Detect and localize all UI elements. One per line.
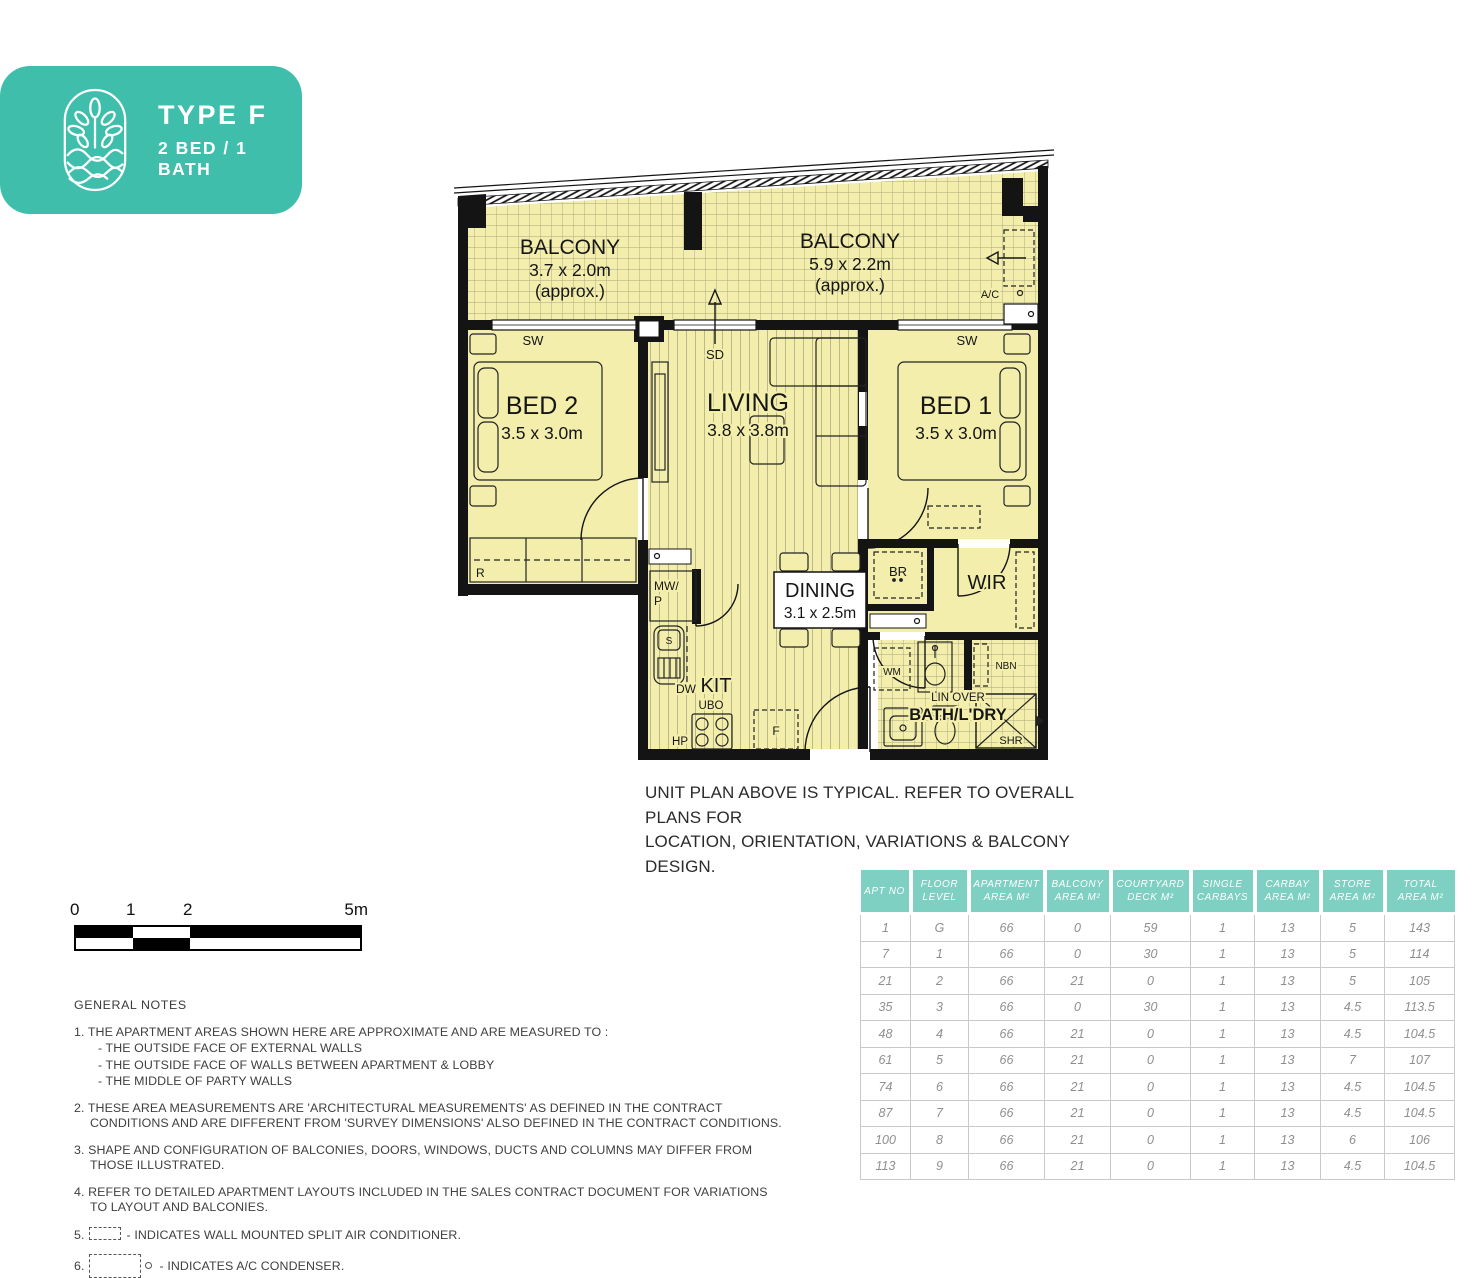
note-1: 1. THE APARTMENT AREAS SHOWN HERE ARE APPROXIMATE AND ARE MEASURED TO : xyxy=(74,1024,609,1039)
table-row xyxy=(861,1100,1455,1127)
sink-label: S xyxy=(665,636,673,647)
table-cell: 66 xyxy=(969,1100,1045,1127)
table-cell: 1 xyxy=(1191,941,1255,968)
balcony1-approx: (approx.) xyxy=(534,281,606,301)
table-cell: G xyxy=(911,914,969,942)
table-cell: 66 xyxy=(969,1153,1045,1180)
table-cell: 13 xyxy=(1255,1074,1321,1101)
br-label: BR xyxy=(888,564,908,579)
table-cell: 66 xyxy=(969,1074,1045,1101)
table-cell: 104.5 xyxy=(1385,1021,1455,1048)
table-cell: 21 xyxy=(1045,1021,1111,1048)
scale-bar xyxy=(70,900,368,951)
plan-caption xyxy=(645,781,1085,880)
column-header: TOTAL AREA M² xyxy=(1385,870,1455,914)
living-dims: 3.8 x 3.8m xyxy=(707,420,789,440)
bed2-dims: 3.5 x 3.0m xyxy=(501,423,583,443)
table-cell: 21 xyxy=(1045,1127,1111,1154)
caption-line2: LOCATION, ORIENTATION, VARIATIONS & BALCONY DESIGN. xyxy=(645,832,1070,876)
table-cell: 0 xyxy=(1111,1074,1191,1101)
notes-title: GENERAL NOTES xyxy=(74,998,187,1012)
column-header: APT NO xyxy=(861,870,911,914)
ac-label: A/C xyxy=(980,289,1000,301)
table-row xyxy=(861,1047,1455,1074)
table-cell: 9 xyxy=(911,1153,969,1180)
table-cell: 104.5 xyxy=(1385,1074,1455,1101)
table-cell: 0 xyxy=(1111,1153,1191,1180)
table-cell: 66 xyxy=(969,1047,1045,1074)
area-table xyxy=(860,870,1455,1180)
note-3: 3. SHAPE AND CONFIGURATION OF BALCONIES, DOORS, WINDOWS, DUCTS AND COLUMNS MAY DIFFER FROM THOSE ILLUSTRATED. xyxy=(74,1142,753,1172)
split-ac-legend-icon xyxy=(89,1227,121,1240)
balcony1-dims: 3.7 x 2.0m xyxy=(529,260,611,280)
balcony2-approx: (approx.) xyxy=(814,275,886,295)
table-cell: 1 xyxy=(1191,994,1255,1021)
table-cell: 7 xyxy=(861,941,911,968)
table-cell: 7 xyxy=(1321,1047,1385,1074)
table-cell: 5 xyxy=(1321,914,1385,942)
table-cell: 66 xyxy=(969,1127,1045,1154)
sw-left-label: SW xyxy=(522,333,544,348)
table-cell: 13 xyxy=(1255,914,1321,942)
table-cell: 3 xyxy=(911,994,969,1021)
table-cell: 35 xyxy=(861,994,911,1021)
balcony1-label: BALCONY xyxy=(519,236,621,259)
table-cell: 13 xyxy=(1255,1021,1321,1048)
scale-tick-2: 2 xyxy=(183,900,193,919)
area-table-body xyxy=(861,914,1455,1180)
table-cell: 5 xyxy=(1321,968,1385,995)
lin-over-label: LIN OVER xyxy=(931,692,985,704)
table-row xyxy=(861,968,1455,995)
table-cell: 104.5 xyxy=(1385,1100,1455,1127)
table-cell: 74 xyxy=(861,1074,911,1101)
hp-label: HP xyxy=(672,736,688,748)
table-cell: 13 xyxy=(1255,1153,1321,1180)
area-table-head xyxy=(861,870,1455,914)
general-notes xyxy=(74,998,786,1278)
table-cell: 1 xyxy=(1191,968,1255,995)
table-cell: 143 xyxy=(1385,914,1455,942)
table-row xyxy=(861,941,1455,968)
column-header: FLOOR LEVEL xyxy=(911,870,969,914)
table-cell: 59 xyxy=(1111,914,1191,942)
column-header: COURTYARD DECK M² xyxy=(1111,870,1191,914)
table-cell: 13 xyxy=(1255,1047,1321,1074)
table-cell: 1 xyxy=(1191,1021,1255,1048)
table-cell: 0 xyxy=(1045,994,1111,1021)
table-cell: 105 xyxy=(1385,968,1455,995)
p-label: P xyxy=(654,594,663,608)
table-cell: 4.5 xyxy=(1321,1074,1385,1101)
table-cell: 1 xyxy=(1191,914,1255,942)
note-6 xyxy=(74,1254,786,1278)
table-cell: 21 xyxy=(861,968,911,995)
table-cell: 13 xyxy=(1255,994,1321,1021)
table-cell: 4.5 xyxy=(1321,1021,1385,1048)
dining-dims: 3.1 x 2.5m xyxy=(783,605,857,622)
table-row xyxy=(861,1021,1455,1048)
table-cell: 13 xyxy=(1255,1100,1321,1127)
sw-right-label: SW xyxy=(956,333,978,348)
kit-label: KIT xyxy=(700,675,732,697)
dining-label: DINING xyxy=(785,580,855,602)
wir-label: WIR xyxy=(967,572,1007,594)
column-header: CARBAY AREA M² xyxy=(1255,870,1321,914)
mw-label: MW/ xyxy=(654,579,679,593)
bath-label: BATH/L'DRY xyxy=(909,706,1007,724)
column-header: SINGLE CARBAYS xyxy=(1191,870,1255,914)
nbn-label: NBN xyxy=(995,661,1017,672)
scale-tick-5m: 5m xyxy=(344,900,368,919)
table-cell: 66 xyxy=(969,1021,1045,1048)
table-cell: 107 xyxy=(1385,1047,1455,1074)
table-cell: 61 xyxy=(861,1047,911,1074)
scale-ticks xyxy=(70,900,368,922)
table-cell: 0 xyxy=(1111,968,1191,995)
table-cell: 0 xyxy=(1111,1127,1191,1154)
table-cell: 6 xyxy=(911,1074,969,1101)
table-cell: 21 xyxy=(1045,968,1111,995)
header-row xyxy=(861,870,1455,914)
table-cell: 21 xyxy=(1045,1100,1111,1127)
floorplan-svg xyxy=(430,148,1070,778)
table-row xyxy=(861,1127,1455,1154)
table-cell: 21 xyxy=(1045,1153,1111,1180)
table-cell: 1 xyxy=(861,914,911,942)
table-cell: 13 xyxy=(1255,1127,1321,1154)
bed1-dims: 3.5 x 3.0m xyxy=(915,423,997,443)
table-cell: 0 xyxy=(1111,1100,1191,1127)
table-cell: 66 xyxy=(969,941,1045,968)
note-5-number: 5. xyxy=(74,1227,85,1242)
table-cell: 21 xyxy=(1045,1047,1111,1074)
table-cell: 113 xyxy=(861,1153,911,1180)
table-cell: 66 xyxy=(969,968,1045,995)
table-cell: 5 xyxy=(1321,941,1385,968)
table-cell: 8 xyxy=(911,1127,969,1154)
table-cell: 0 xyxy=(1045,941,1111,968)
living-label: LIVING xyxy=(707,389,789,417)
table-cell: 13 xyxy=(1255,941,1321,968)
unit-type-label: TYPE F xyxy=(158,100,268,130)
table-cell: 30 xyxy=(1111,941,1191,968)
table-cell: 113.5 xyxy=(1385,994,1455,1021)
dw-label: DW xyxy=(676,682,696,696)
note-5-text: - INDICATES WALL MOUNTED SPLIT AIR CONDITIONER. xyxy=(126,1227,462,1242)
table-row xyxy=(861,914,1455,942)
bed1-label: BED 1 xyxy=(919,392,993,420)
column-header: STORE AREA M² xyxy=(1321,870,1385,914)
table-cell: 5 xyxy=(911,1047,969,1074)
ac-condenser-legend-icon xyxy=(89,1254,141,1278)
development-logo-icon xyxy=(62,86,128,194)
table-cell: 66 xyxy=(969,994,1045,1021)
note-6-number: 6. xyxy=(74,1259,85,1273)
unit-type-badge xyxy=(0,66,302,214)
table-cell: 30 xyxy=(1111,994,1191,1021)
table-cell: 1 xyxy=(1191,1153,1255,1180)
table-row xyxy=(861,1153,1455,1180)
floorplan xyxy=(430,148,1070,778)
table-cell: 0 xyxy=(1045,914,1111,942)
table-cell: 87 xyxy=(861,1100,911,1127)
note-1c: - THE MIDDLE OF PARTY WALLS xyxy=(98,1074,293,1088)
fridge-label: F xyxy=(772,724,780,738)
note-6-text: - INDICATES A/C CONDENSER. xyxy=(159,1259,345,1273)
table-cell: 7 xyxy=(911,1100,969,1127)
column-header: APARTMENT AREA M² xyxy=(969,870,1045,914)
table-cell: 1 xyxy=(1191,1127,1255,1154)
ubo-label: UBO xyxy=(698,700,724,712)
table-cell: 4.5 xyxy=(1321,994,1385,1021)
table-cell: 21 xyxy=(1045,1074,1111,1101)
note-4: 4. REFER TO DETAILED APARTMENT LAYOUTS INCLUDED IN THE SALES CONTRACT DOCUMENT FOR VARIATIONS TO LAYOUT AND BALCONIES. xyxy=(74,1184,768,1214)
robe-label: R xyxy=(476,566,485,580)
scale-bar-graphic xyxy=(74,925,362,951)
bed2-label: BED 2 xyxy=(505,392,579,420)
table-cell: 66 xyxy=(969,914,1045,942)
shr-label: SHR xyxy=(999,735,1023,747)
table-cell: 0 xyxy=(1111,1047,1191,1074)
table-cell: 104.5 xyxy=(1385,1153,1455,1180)
table-row xyxy=(861,1074,1455,1101)
note-1a: - THE OUTSIDE FACE OF EXTERNAL WALLS xyxy=(98,1041,363,1055)
caption-line1: UNIT PLAN ABOVE IS TYPICAL. REFER TO OVERALL PLANS FOR xyxy=(645,783,1074,827)
table-row xyxy=(861,994,1455,1021)
note-2: 2. THESE AREA MEASUREMENTS ARE 'ARCHITECTURAL MEASUREMENTS' AS DEFINED IN THE CONTRACT CONDITIONS AND ARE DIFFERENT FROM 'SURVEY DIMENSIONS' ALSO DEFINED IN THE CONTRACT CONDITIONS. xyxy=(74,1100,782,1130)
balcony2-dims: 5.9 x 2.2m xyxy=(809,254,891,274)
table-cell: 114 xyxy=(1385,941,1455,968)
table-cell: 4.5 xyxy=(1321,1100,1385,1127)
note-1b: - THE OUTSIDE FACE OF WALLS BETWEEN APARTMENT & LOBBY xyxy=(98,1057,495,1072)
sd-label: SD xyxy=(705,347,725,362)
table-cell: 6 xyxy=(1321,1127,1385,1154)
table-cell: 106 xyxy=(1385,1127,1455,1154)
ac-condenser-circle-icon xyxy=(145,1262,152,1269)
unit-config-label: 2 BED / 1 BATH xyxy=(158,138,248,179)
table-cell: 13 xyxy=(1255,968,1321,995)
table-cell: 100 xyxy=(861,1127,911,1154)
table-cell: 1 xyxy=(911,941,969,968)
table-cell: 4 xyxy=(911,1021,969,1048)
table-cell: 1 xyxy=(1191,1074,1255,1101)
balcony2-label: BALCONY xyxy=(799,230,901,253)
wm-label: WM xyxy=(883,667,901,678)
table-cell: 48 xyxy=(861,1021,911,1048)
table-cell: 2 xyxy=(911,968,969,995)
table-cell: 1 xyxy=(1191,1100,1255,1127)
table-cell: 0 xyxy=(1111,1021,1191,1048)
table-cell: 4.5 xyxy=(1321,1153,1385,1180)
table-cell: 1 xyxy=(1191,1047,1255,1074)
scale-tick-0: 0 xyxy=(70,900,80,919)
scale-tick-1: 1 xyxy=(126,900,136,919)
column-header: BALCONY AREA M² xyxy=(1045,870,1111,914)
